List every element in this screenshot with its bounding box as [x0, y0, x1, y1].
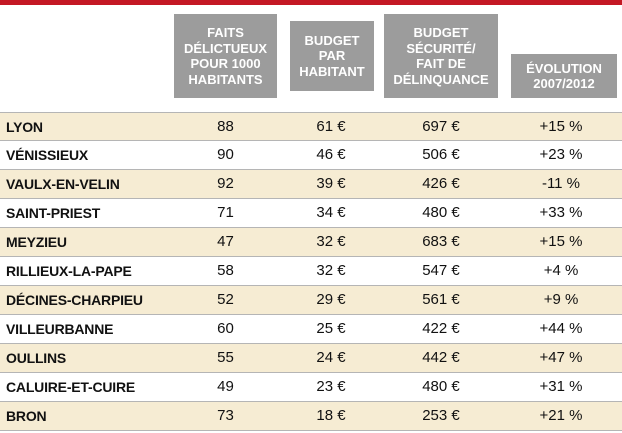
budget-securite-value: 506 €	[422, 146, 460, 163]
city-name: MEYZIEU	[6, 234, 67, 250]
budget-securite-value: 253 €	[422, 407, 460, 424]
faits-delictueux-value: 92	[217, 175, 234, 192]
city-name: VAULX-EN-VELIN	[6, 176, 120, 192]
faits-delictueux-value: 55	[217, 349, 234, 366]
evolution-value: +23 %	[539, 146, 583, 163]
city-name: VÉNISSIEUX	[6, 147, 89, 163]
evolution-value: +4 %	[543, 262, 579, 279]
budget-par-habitant-value: 23 €	[316, 378, 346, 395]
faits-delictueux-value: 52	[217, 291, 234, 308]
evolution-value: +31 %	[539, 378, 583, 395]
city-name: VILLEURBANNE	[6, 321, 114, 337]
faits-delictueux-value: 60	[217, 320, 234, 337]
budget-securite-value: 480 €	[422, 204, 460, 221]
evolution-value: +15 %	[539, 118, 583, 135]
faits-delictueux-value: 90	[217, 146, 234, 163]
faits-delictueux-value: 47	[217, 233, 234, 250]
table-row	[0, 373, 622, 402]
table-row	[0, 228, 622, 257]
table-row	[0, 199, 622, 228]
table-row	[0, 402, 622, 431]
budget-par-habitant-value: 32 €	[316, 233, 346, 250]
header-evolution: ÉVOLUTION 2007/2012	[511, 54, 617, 98]
faits-delictueux-value: 71	[217, 204, 234, 221]
evolution-value: +9 %	[543, 291, 579, 308]
header-faits-delictueux: FAITS DÉLICTUEUX POUR 1000 HABITANTS	[174, 14, 277, 98]
table-row	[0, 141, 622, 170]
budget-par-habitant-value: 18 €	[316, 407, 346, 424]
budget-securite-value: 561 €	[422, 291, 460, 308]
budget-securite-value: 422 €	[422, 320, 460, 337]
budget-securite-value: 697 €	[422, 118, 460, 135]
city-name: LYON	[6, 119, 43, 135]
table-header	[0, 0, 622, 112]
faits-delictueux-value: 49	[217, 378, 234, 395]
budget-par-habitant-value: 24 €	[316, 349, 346, 366]
city-name: RILLIEUX-LA-PAPE	[6, 263, 132, 279]
city-name: CALUIRE-ET-CUIRE	[6, 379, 136, 395]
budget-par-habitant-value: 29 €	[316, 291, 346, 308]
evolution-value: -11 %	[541, 175, 581, 192]
evolution-value: +33 %	[539, 204, 583, 221]
budget-par-habitant-value: 34 €	[316, 204, 346, 221]
evolution-value: +15 %	[539, 233, 583, 250]
table-row	[0, 170, 622, 199]
budget-securite-value: 547 €	[422, 262, 460, 279]
header-budget-securite: BUDGET SÉCURITÉ/ FAIT DE DÉLINQUANCE	[384, 14, 498, 98]
budget-securite-value: 426 €	[422, 175, 460, 192]
city-name: OULLINS	[6, 350, 67, 366]
table-row	[0, 315, 622, 344]
budget-securite-value: 480 €	[422, 378, 460, 395]
budget-securite-value: 683 €	[422, 233, 460, 250]
data-table	[0, 112, 622, 431]
table-row	[0, 112, 622, 141]
budget-par-habitant-value: 32 €	[316, 262, 346, 279]
table-row	[0, 344, 622, 373]
evolution-value: +47 %	[539, 349, 583, 366]
city-name: SAINT-PRIEST	[6, 205, 101, 221]
header-budget-par-habitant: BUDGET PAR HABITANT	[290, 21, 374, 91]
table-row	[0, 286, 622, 315]
faits-delictueux-value: 73	[217, 407, 234, 424]
budget-par-habitant-value: 39 €	[316, 175, 346, 192]
faits-delictueux-value: 58	[217, 262, 234, 279]
evolution-value: +21 %	[539, 407, 583, 424]
budget-par-habitant-value: 46 €	[316, 146, 346, 163]
faits-delictueux-value: 88	[217, 118, 234, 135]
city-name: DÉCINES-CHARPIEU	[6, 292, 143, 308]
city-name: BRON	[6, 408, 47, 424]
budget-securite-value: 442 €	[422, 349, 460, 366]
evolution-value: +44 %	[539, 320, 583, 337]
budget-par-habitant-value: 61 €	[316, 118, 346, 135]
budget-par-habitant-value: 25 €	[316, 320, 346, 337]
table-row	[0, 257, 622, 286]
